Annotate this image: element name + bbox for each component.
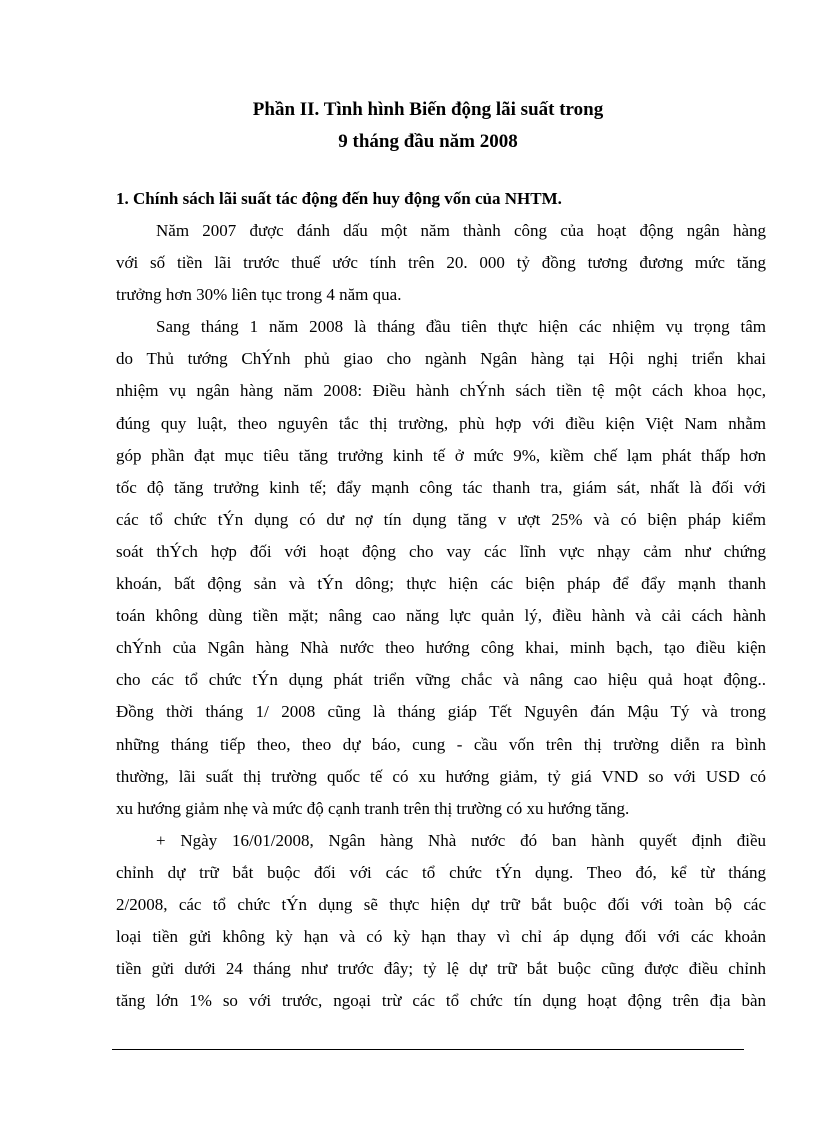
section-heading: 1. Chính sách lãi suất tác động đến huy động vốn của NHTM. (116, 189, 562, 208)
text-line: với số tiền lãi trước thuế ước tính trên 20. 000 tỷ đồng tương đương mức tăng (116, 253, 766, 273)
text-line: Năm 2007 được đánh dấu một năm thành công của hoạt động ngân hàng (156, 221, 766, 240)
text-line: trưởng hơn 30% liên tục trong 4 năm qua. (116, 285, 402, 305)
text-line: tiền gửi dưới 24 tháng như trước đây; tỷ lệ dự trữ bắt buộc cũng được điều chỉnh (116, 959, 766, 979)
section-body (116, 215, 766, 1017)
text-line: + Ngày 16/01/2008, Ngân hàng Nhà nước đó ban hành quyết định điều (156, 830, 766, 850)
text-line: góp phần đạt mục tiêu tăng trưởng kinh tế ở mức 9%, kiềm chế lạm phát thấp hơn (116, 445, 766, 465)
page-title (0, 94, 816, 158)
text-line: tốc độ tăng trưởng kinh tế; đẩy mạnh công tác thanh tra, giám sát, nhất là đối với (116, 477, 766, 497)
text-line: Đồng thời tháng 1/ 2008 cũng là tháng giáp Tết Nguyên đán Mậu Tý và trong (116, 702, 766, 722)
text-line: những tháng tiếp theo, theo dự báo, cung - cầu vốn trên thị trường diễn ra bình (116, 734, 766, 754)
text-line: xu hướng giảm nhẹ và mức độ cạnh tranh trên thị trường có xu hướng tăng. (116, 798, 630, 818)
text-line: toán không dùng tiền mặt; nâng cao năng lực quản lý, điều hành và cải cách hành (116, 606, 766, 626)
text-line: loại tiền gửi không kỳ hạn và có kỳ hạn thay vì chỉ áp dụng đối với các khoản (116, 927, 766, 947)
text-line: nhiệm vụ ngân hàng năm 2008: Điều hành chÝnh sách tiền tệ một cách khoa học, (116, 381, 766, 401)
text-line: chÝnh của Ngân hàng Nhà nước theo hướng công khai, minh bạch, tạo điều kiện (116, 638, 766, 658)
text-line: các tổ chức tÝn dụng có dư nợ tín dụng tăng v ượt 25% và có biện pháp kiểm (116, 509, 766, 529)
text-line: soát thÝch hợp đối với hoạt động cho vay các lĩnh vực nhạy cảm như chứng (116, 541, 766, 561)
text-line: Sang tháng 1 năm 2008 là tháng đầu tiên thực hiện các nhiệm vụ trọng tâm (156, 317, 766, 337)
text-line: tăng lớn 1% so với trước, ngoại trừ các tổ chức tín dụng hoạt động trên địa bàn (116, 991, 766, 1011)
page-title-line-2: 9 tháng đầu năm 2008 (338, 131, 518, 152)
text-line: khoán, bất động sản và tÝn dông; thực hiện các biện pháp để đẩy mạnh thanh (116, 574, 766, 594)
text-line: do Thủ tướng ChÝnh phủ giao cho ngành Ngân hàng tại Hội nghị triển khai (116, 349, 766, 369)
page-title-line-1: Phần II. Tình hình Biến động lãi suất trong (252, 99, 604, 120)
text-line: cho các tổ chức tÝn dụng phát triển vững chắc và nâng cao hiệu quả hoạt động.. (116, 670, 766, 690)
text-line: thường, lãi suất thị trường quốc tế có xu hướng giảm, tỷ giá VND so với USD có (116, 766, 766, 786)
text-line: 2/2008, các tổ chức tÝn dụng sẽ thực hiện dự trữ bắt buộc đối với toàn bộ các (116, 894, 766, 914)
text-line: chỉnh dự trữ bắt buộc đối với các tổ chức tÝn dụng. Theo đó, kể từ tháng (116, 862, 766, 882)
footer-divider (112, 1049, 744, 1050)
text-line: đúng quy luật, theo nguyên tắc thị trường, phù hợp với điều kiện Việt Nam nhằm (116, 413, 766, 433)
